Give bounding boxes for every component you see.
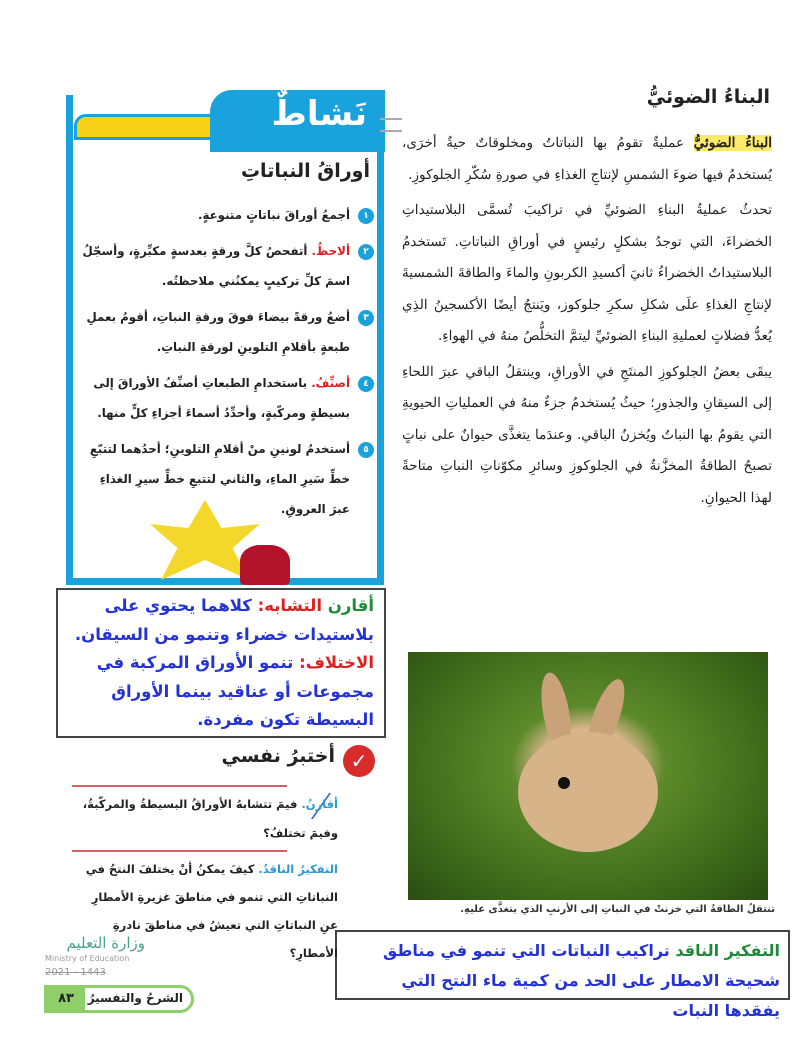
step-number: ٥	[358, 442, 374, 458]
edition-year: 2021 - 1443	[45, 967, 106, 978]
rabbit-photo	[408, 652, 768, 900]
difference-text: تنمو الأوراق المركبة في مجموعات أو عناقيد بينما الأوراق البسيطة تكون مفردة.	[96, 653, 374, 729]
highlighted-term: البناءُ الضوئيُّ	[693, 135, 773, 151]
main-text	[402, 128, 772, 518]
answer-label: أقارن	[327, 596, 374, 615]
self-test-title: أختبرُ نفسي	[221, 745, 335, 767]
step-number: ١	[358, 208, 374, 224]
difference-label: الاختلاف:	[299, 653, 374, 672]
step-text: باستخدامِ الطبعاتِ أصنِّفُ الأوراقَ إلى بسيطةٍ ومركّبةٍ، وأحدِّدُ أسماءَ أجزاءِ كلٍّ منها.	[93, 376, 350, 420]
paragraph-3: يبقَى بعضُ الجلوكوزِ المنتَجِ في الأوراقِ، وينتقلُ الباقي عبرَ اللحاءِ إلى السيقانِ والجذورِ؛ حيثُ يُستخدمُ جزءٌ منهُ في العملياتِ الحيويةِ التي يقومُ بها النباتُ ويُخزنُ الباقي. وعندَما يتغذَّى حيوانٌ على نباتٍ تصبحُ الطاقةُ المخزَّنةُ في الجلوكوزِ وسائرِ مكوّناتِ النباتِ متاحةً لهذا الحيوانِ.	[402, 363, 772, 506]
lines-icon	[380, 118, 402, 132]
activity-step	[78, 434, 374, 524]
question-text: كيفَ يمكنُ أنْ يختلفَ النتحُ في النباتاتِ التي تنمو في مناطقَ غزيرةِ الأمطارِ عنِ النباتاتِ التي تعيشُ في مناطقَ نادرةِ الأمطارِ؟	[85, 862, 338, 960]
photo-caption: تنتقلُ الطاقةُ التي خزنتْ في النباتِ إلى الأرنبِ الذي يتغذَّى عليهِ.	[460, 904, 775, 915]
step-number: ٢	[358, 244, 374, 260]
activity-step	[78, 368, 374, 428]
footer-label: الشرحُ والتفسيرُ	[87, 991, 183, 1005]
page-number: ٨٣	[47, 988, 85, 1010]
activity-step	[78, 200, 374, 230]
question-text: فيمَ تتشابهُ الأوراقُ البسيطةُ والمركّبةُ، وفيمَ تختلفُ؟	[82, 797, 338, 840]
divider	[72, 785, 287, 787]
step-text: أتفحصُ كلَّ ورقةٍ بعدسةٍ مكبِّرةٍ، وأسجّلُ اسمَ كلِّ تركيبٍ يمكنُني ملاحظتُه.	[82, 244, 350, 288]
paragraph-2: تحدثُ عمليةُ البناءِ الضوئيِّ في تراكيبَ تُسمَّى البلاستيداتِ الخضراءَ، التي توجدُ بشكلٍ رئيسٍ في أوراقِ النباتاتِ. تَستخدمُ البلاستيداتُ الخضراءُ ثانيَ أكسيدِ الكربونِ والماءَ والطاقةَ الشمسيةَ لإنتاجِ الغذاءِ علَى شكلِ سكرِ جلوكوز، ويَنتجُ أيضًا الأكسجينُ الذِي يُعدُّ فضلاتٍ لعمليةِ البناءِ الضوئيِّ ليتمَّ التخلُّصُ منهُ في الهواءِ.	[402, 202, 772, 344]
critical-thinking-answer-box	[335, 930, 790, 1020]
divider	[72, 850, 287, 852]
checkmark-icon: ✓	[343, 745, 375, 777]
question-compare	[70, 790, 338, 848]
page-footer	[44, 985, 194, 1013]
activity-tab	[210, 90, 385, 152]
activity-tab-label: نَشاطٌ	[271, 94, 367, 134]
paragraph-1	[402, 128, 772, 191]
step-number: ٣	[358, 310, 374, 326]
answer-text: تراكيب النباتات التي تنمو في مناطق شحيحة الامطار على الحد من كمية ماء النتح التي يفقدها النبات	[382, 941, 780, 1020]
paragraph-text: عمليةٌ تقومُ بها النباتاتُ ومخلوقاتٌ حيةٌ أخرَى، يُستخدمُ فيها ضوءَ الشمسِ لإنتاجِ الغذاءِ في صورةِ سُكّرِ الجلوكوزِ.	[402, 135, 772, 183]
red-leaf-image	[240, 545, 290, 585]
step-label: أصنِّفُ.	[311, 376, 350, 390]
activity-steps	[78, 200, 374, 530]
section-title: البناءُ الضوئيُّ	[646, 86, 770, 108]
step-number: ٤	[358, 376, 374, 392]
question-label: أقارنُ.	[301, 797, 338, 811]
step-label: ألاحظُ.	[311, 244, 350, 258]
similarity-text: كلاهما يحتوي على بلاستيدات خضراء وتنمو من السيقان.	[74, 596, 374, 644]
step-text: أضعُ ورقةً بيضاءَ فوقَ ورقةِ النباتِ، أقومُ بعملِ طبعةٍ بأقلامِ التلوينِ لورقةِ النباتِ.	[86, 310, 350, 354]
step-text: أستخدمُ لونينِ منْ أقلامِ التلوينِ؛ أحدُهما لتتبّعِ خطِّ سَيرِ الماءِ، والثاني لتتبعِ خطِّ سيرِ الغذاءِ عبرَ العروقِ.	[89, 442, 350, 516]
question-label: التفكيرُ الناقدُ.	[258, 862, 338, 876]
ministry-logo-english: Ministry of Education	[45, 954, 130, 963]
ministry-logo-text: وزارة التعليم	[66, 934, 145, 952]
activity-step	[78, 302, 374, 362]
similarity-label: التشابه:	[257, 596, 322, 615]
activity-heading: أوراقُ النباتاتِ	[240, 160, 370, 182]
step-text: أجمعُ أوراقَ نباتاتٍ متنوعةٍ.	[197, 208, 350, 222]
compare-answer-box	[56, 588, 386, 738]
activity-step	[78, 236, 374, 296]
answer-label: التفكير الناقد	[675, 941, 780, 960]
